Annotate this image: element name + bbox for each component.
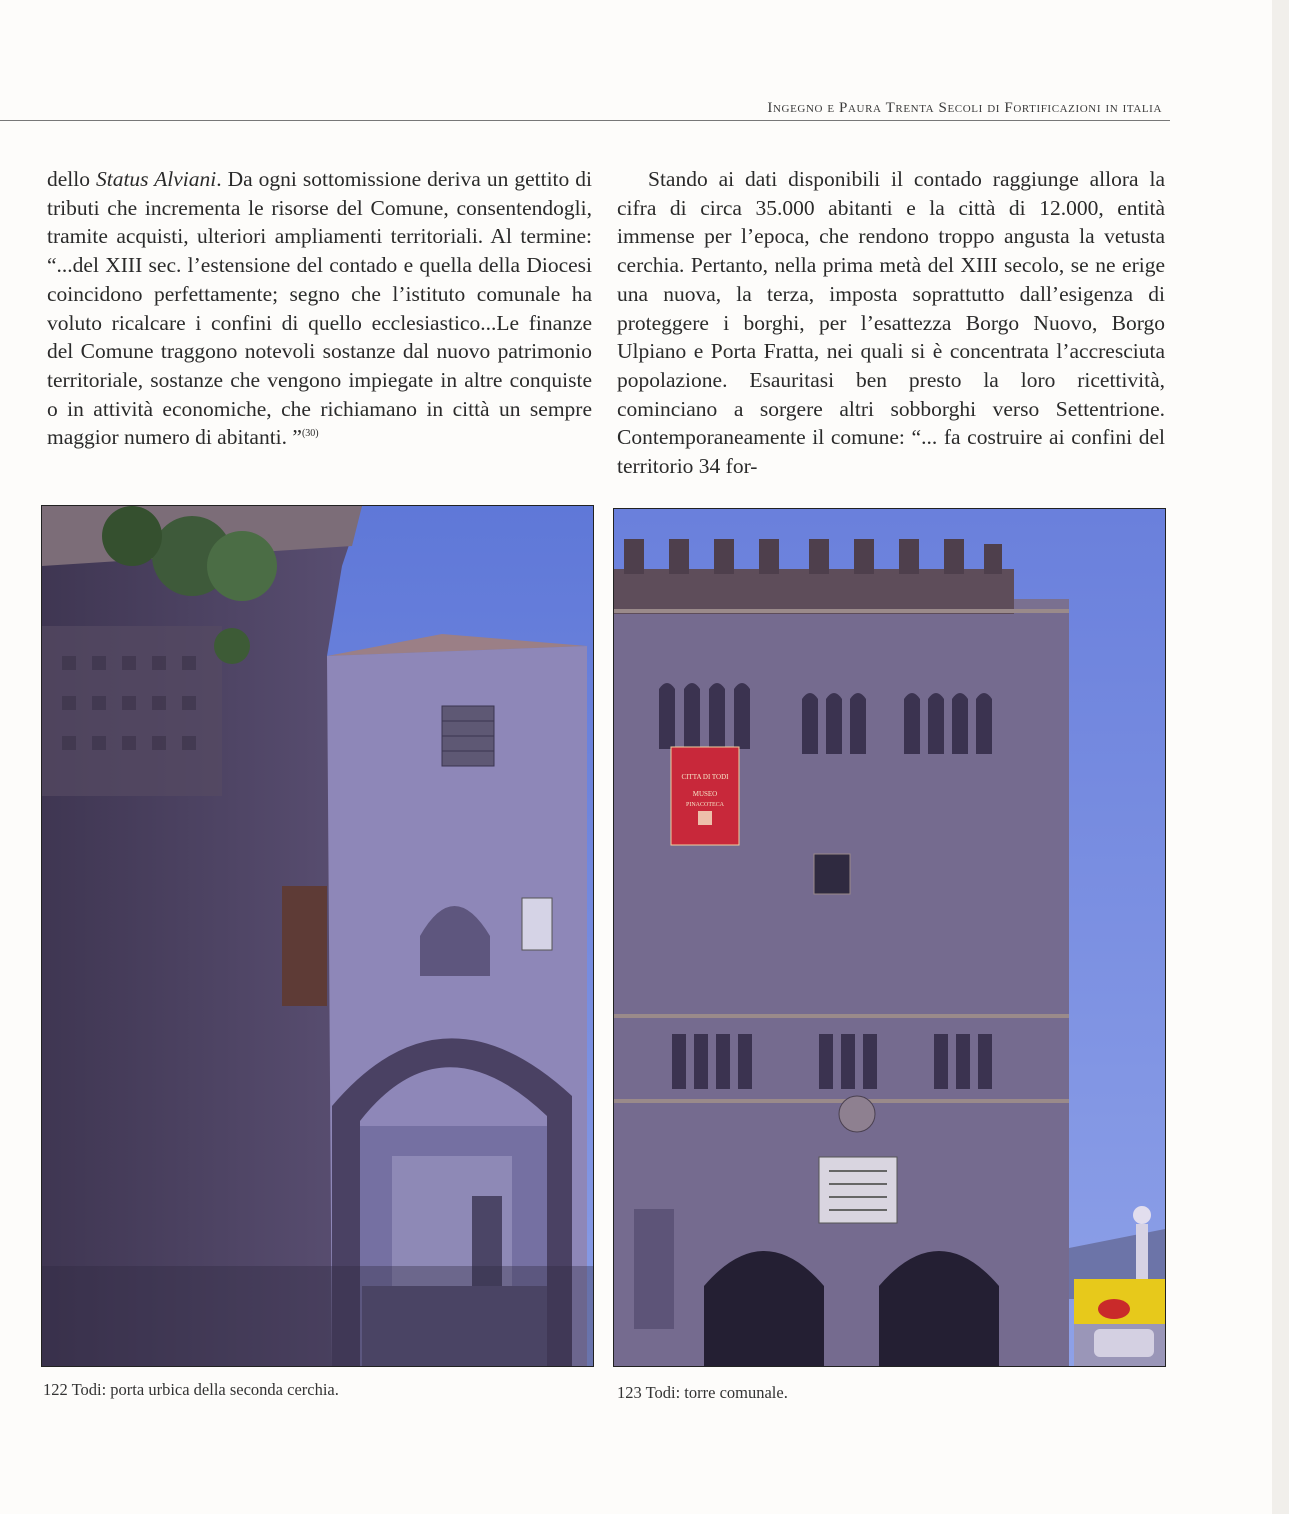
photo-porta-urbica — [41, 505, 594, 1367]
photo-porta-urbica-image — [42, 506, 593, 1366]
caption-figure-122: 122 Todi: porta urbica della seconda cerchia. — [43, 1380, 339, 1399]
photo-torre-comunale — [613, 508, 1166, 1367]
left-paragraph — [47, 165, 592, 452]
left-text-column — [47, 165, 592, 452]
caption-figure-123: 123 Todi: torre comunale. — [617, 1383, 788, 1402]
running-header-text: Ingegno e Paura Trenta Secoli di Fortificazioni in italia — [767, 100, 1162, 116]
left-paragraph-body: . Da ogni sottomissione deriva un gettito di tributi che incrementa le risorse del Comune, consentendogli, tramite acquisti, ulteriori ampliamenti territoriali. Al termine: “...del XIII sec. l’estensione del contado e quella della Diocesi coincidono perfettamente; segno che l’istituto comunale ha voluto ricalcare i confini di quello ecclesiastico...Le finanze del Comune traggono notevoli sostanze dal nuovo patrimonio territoriale, sostanze che vengono impiegate in altre conquiste o in attività economiche, che richiamano in città un sempre maggior numero di abitanti. ” — [47, 167, 592, 450]
left-paragraph-intro: dello — [47, 167, 96, 191]
banner-text-line2: MUSEO — [692, 790, 718, 798]
banner-text-line1: CITTA DI TODI — [681, 773, 729, 781]
left-paragraph-italic: Status Alviani — [95, 167, 217, 191]
right-paragraph-body: Stando ai dati disponibili il contado raggiunge allora la cifra di circa 35.000 abitanti e la città di 12.000, entità immense per l’epoca, che rendono troppo angusta la vetusta cerchia. Pertanto, nella prima metà del XIII secolo, se ne erige una nuova, la terza, imposta soprattutto dall’esigenza di proteggere i borghi, per l’esattezza Borgo Nuovo, Borgo Ulpiano e Porta Fratta, nei quali si è concentrata l’accresciuta popolazione. Esauritasi ben presto la loro ricettività, cominciano a sorgere altri sobborghi verso Settentrione. Contemporaneamente il comune: “... fa costruire ai confini del territorio 34 for- — [617, 167, 1165, 479]
photo-torre-comunale-image — [614, 509, 1165, 1366]
right-paragraph — [617, 165, 1165, 481]
running-header-title — [767, 100, 1162, 117]
right-text-column — [617, 165, 1165, 481]
page-edge — [1272, 0, 1289, 1514]
banner-text-line3: PINACOTECA — [685, 802, 725, 808]
header-rule — [0, 120, 1170, 121]
running-header — [0, 100, 1170, 120]
footnote-marker: (30) — [301, 428, 319, 440]
